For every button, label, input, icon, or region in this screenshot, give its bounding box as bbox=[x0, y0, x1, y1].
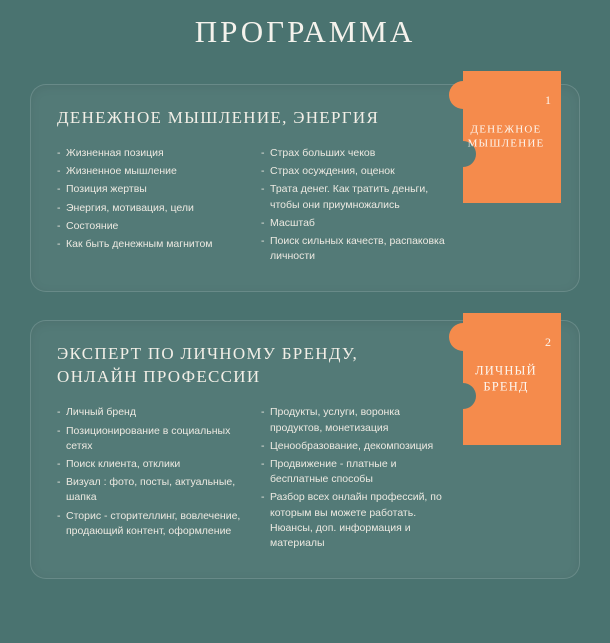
card-2-title: ЭКСПЕРТ ПО ЛИЧНОМУ БРЕНДУ, ОНЛАЙН ПРОФЕССИИ bbox=[57, 344, 359, 387]
list-item: - Состояние bbox=[57, 219, 243, 234]
list-item: - Поиск клиента, отклики bbox=[57, 457, 243, 472]
puzzle-label-1-line1: ДЕНЕЖНОЕ bbox=[470, 123, 542, 136]
puzzle-number-2: 2 bbox=[545, 335, 551, 350]
list-item: - Позиционирование в социальных сетях bbox=[57, 424, 243, 454]
list-item: - Энергия, мотивация, цели bbox=[57, 201, 243, 216]
list-item: - Страх осуждения, оценок bbox=[261, 164, 447, 179]
program-card-1 bbox=[30, 84, 580, 292]
list-item: - Продукты, услуги, воронка продуктов, монетизация bbox=[261, 405, 447, 435]
list-item: - Жизненная позиция bbox=[57, 146, 243, 161]
list-item: - Личный бренд bbox=[57, 405, 243, 420]
puzzle-label-1-line2: МЫШЛЕНИЕ bbox=[467, 137, 545, 149]
list-item: - Сторис - сторителлинг, вовлечение, продающий контент, оформление bbox=[57, 509, 243, 539]
list-item: - Поиск сильных качеств, распаковка личности bbox=[261, 234, 447, 264]
page-title: ПРОГРАММА bbox=[194, 14, 416, 49]
list-item: - Ценообразование, декомпозиция bbox=[261, 439, 447, 454]
card-1-right-column bbox=[261, 146, 447, 268]
card-2-right-column bbox=[261, 405, 447, 554]
card-1-left-column bbox=[57, 146, 243, 268]
list-item: - Позиция жертвы bbox=[57, 182, 243, 197]
list-item: - Масштаб bbox=[261, 216, 447, 231]
program-cards bbox=[0, 84, 610, 579]
puzzle-piece-2 bbox=[443, 313, 561, 445]
list-item: - Как быть денежным магнитом bbox=[57, 237, 243, 252]
list-item: - Визуал : фото, посты, актуальные, шапка bbox=[57, 475, 243, 505]
list-item: - Разбор всех онлайн профессий, по которым вы можете работать. Нюансы, доп. информация и материалы bbox=[261, 490, 447, 551]
puzzle-number-1: 1 bbox=[545, 93, 551, 107]
list-item: - Жизненное мышление bbox=[57, 164, 243, 179]
list-item: - Страх больших чеков bbox=[261, 146, 447, 161]
puzzle-piece-1 bbox=[443, 71, 561, 203]
puzzle-label-2-line2: БРЕНД bbox=[483, 379, 529, 394]
puzzle-label-2-line1: ЛИЧНЫЙ bbox=[475, 363, 537, 378]
list-item: - Продвижение - платные и бесплатные способы bbox=[261, 457, 447, 487]
card-1-title: ДЕНЕЖНОЕ МЫШЛЕНИЕ, ЭНЕРГИЯ bbox=[57, 108, 380, 127]
program-card-2 bbox=[30, 320, 580, 579]
list-item: - Трата денег. Как тратить деньги, чтобы они приумножались bbox=[261, 182, 447, 212]
card-2-left-column bbox=[57, 405, 243, 554]
